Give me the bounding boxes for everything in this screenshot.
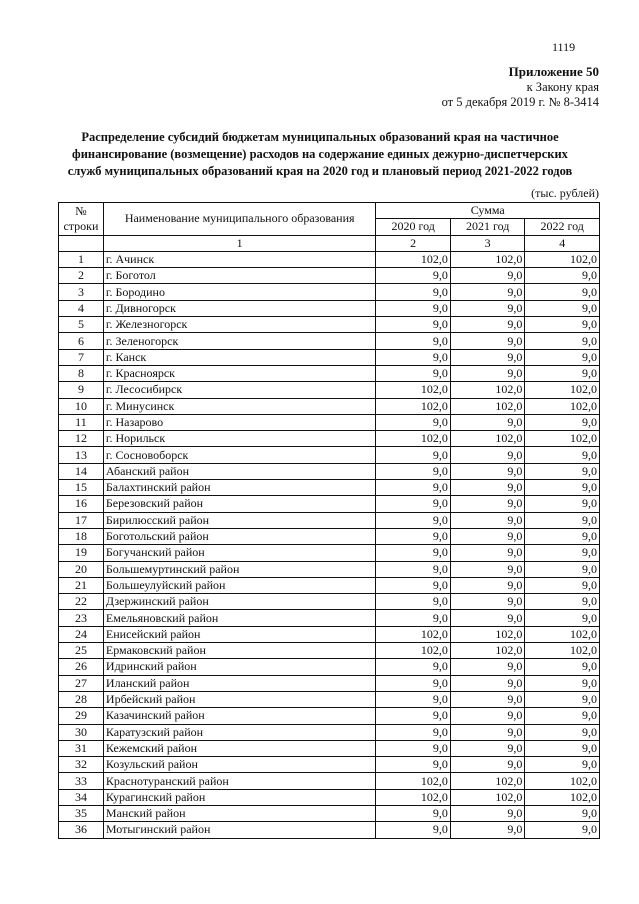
value-2020: 9,0	[376, 365, 451, 381]
value-2021: 102,0	[450, 431, 525, 447]
municipality-name: Козульский район	[103, 757, 376, 773]
value-2022: 9,0	[525, 414, 600, 430]
municipality-name: Идринский район	[103, 659, 376, 675]
row-number: 30	[59, 724, 104, 740]
municipality-name: Дзержинский район	[103, 594, 376, 610]
table-row	[59, 512, 600, 528]
value-2021: 9,0	[450, 268, 525, 284]
table-row	[59, 561, 600, 577]
value-2020: 9,0	[376, 333, 451, 349]
table-row	[59, 708, 600, 724]
municipality-name: Большемуртинский район	[103, 561, 376, 577]
document-title	[40, 129, 600, 180]
value-2021: 9,0	[450, 659, 525, 675]
header-sum: Сумма	[376, 203, 600, 219]
value-2020: 9,0	[376, 659, 451, 675]
value-2022: 102,0	[525, 398, 600, 414]
value-2020: 9,0	[376, 675, 451, 691]
municipality-name: Балахтинский район	[103, 480, 376, 496]
value-2020: 9,0	[376, 414, 451, 430]
row-number: 35	[59, 805, 104, 821]
row-number: 32	[59, 757, 104, 773]
table-row	[59, 594, 600, 610]
row-number: 34	[59, 789, 104, 805]
row-number: 7	[59, 349, 104, 365]
municipality-name: г. Норильск	[103, 431, 376, 447]
row-number: 11	[59, 414, 104, 430]
row-number: 16	[59, 496, 104, 512]
column-index: 3	[450, 235, 525, 251]
row-number: 27	[59, 675, 104, 691]
title-line-1: Распределение субсидий бюджетам муниципальных образований края на частичное	[81, 130, 559, 144]
row-number: 26	[59, 659, 104, 675]
value-2021: 9,0	[450, 610, 525, 626]
value-2022: 9,0	[525, 805, 600, 821]
value-2022: 9,0	[525, 577, 600, 593]
value-2021: 102,0	[450, 626, 525, 642]
value-2020: 9,0	[376, 561, 451, 577]
value-2020: 102,0	[376, 251, 451, 267]
table-row	[59, 626, 600, 642]
table-row	[59, 398, 600, 414]
municipality-name: г. Сосновоборск	[103, 447, 376, 463]
value-2022: 9,0	[525, 333, 600, 349]
row-number: 33	[59, 773, 104, 789]
value-2020: 9,0	[376, 496, 451, 512]
column-index: 2	[376, 235, 451, 251]
municipality-name: г. Бородино	[103, 284, 376, 300]
municipality-name: Мотыгинский район	[103, 822, 376, 838]
row-number: 36	[59, 822, 104, 838]
value-2020: 102,0	[376, 643, 451, 659]
value-2022: 9,0	[525, 317, 600, 333]
row-number: 24	[59, 626, 104, 642]
value-2021: 9,0	[450, 577, 525, 593]
value-2021: 9,0	[450, 675, 525, 691]
row-number: 21	[59, 577, 104, 593]
value-2020: 9,0	[376, 480, 451, 496]
table-row	[59, 528, 600, 544]
value-2020: 9,0	[376, 822, 451, 838]
subsidy-table	[58, 202, 600, 839]
value-2021: 9,0	[450, 284, 525, 300]
row-number: 15	[59, 480, 104, 496]
row-number: 19	[59, 545, 104, 561]
municipality-name: г. Зеленогорск	[103, 333, 376, 349]
value-2022: 9,0	[525, 365, 600, 381]
table-row	[59, 724, 600, 740]
appendix-title: Приложение 50	[508, 64, 599, 79]
municipality-name: г. Ачинск	[103, 251, 376, 267]
value-2020: 9,0	[376, 512, 451, 528]
title-line-3: служб муниципальных образований края на 2020 год и плановый период 2021-2022 годов	[67, 164, 573, 178]
value-2020: 9,0	[376, 577, 451, 593]
municipality-name: Краснотуранский район	[103, 773, 376, 789]
row-number: 4	[59, 300, 104, 316]
value-2022: 102,0	[525, 431, 600, 447]
index-empty-cell	[59, 235, 104, 251]
value-2020: 102,0	[376, 431, 451, 447]
value-2022: 9,0	[525, 349, 600, 365]
value-2021: 9,0	[450, 333, 525, 349]
value-2021: 9,0	[450, 757, 525, 773]
value-2022: 9,0	[525, 822, 600, 838]
value-2021: 9,0	[450, 512, 525, 528]
value-2020: 102,0	[376, 382, 451, 398]
value-2020: 9,0	[376, 594, 451, 610]
value-2021: 9,0	[450, 561, 525, 577]
value-2022: 9,0	[525, 268, 600, 284]
table-row	[59, 773, 600, 789]
row-number: 18	[59, 528, 104, 544]
row-number: 20	[59, 561, 104, 577]
table-header	[59, 203, 600, 252]
municipality-name: г. Назарово	[103, 414, 376, 430]
municipality-name: г. Красноярск	[103, 365, 376, 381]
table-row	[59, 577, 600, 593]
municipality-name: г. Железногорск	[103, 317, 376, 333]
value-2021: 9,0	[450, 594, 525, 610]
table-row	[59, 463, 600, 479]
municipality-name: Енисейский район	[103, 626, 376, 642]
value-2022: 9,0	[525, 528, 600, 544]
value-2021: 102,0	[450, 251, 525, 267]
table-row	[59, 789, 600, 805]
column-index: 1	[103, 235, 376, 251]
value-2022: 9,0	[525, 545, 600, 561]
value-2020: 9,0	[376, 528, 451, 544]
header-no-symbol: №	[75, 203, 87, 218]
value-2021: 9,0	[450, 496, 525, 512]
row-number: 23	[59, 610, 104, 626]
value-2021: 9,0	[450, 740, 525, 756]
value-2021: 9,0	[450, 480, 525, 496]
value-2020: 9,0	[376, 268, 451, 284]
value-2021: 102,0	[450, 773, 525, 789]
value-2020: 9,0	[376, 691, 451, 707]
header-year-2020: 2020 год	[376, 219, 451, 235]
municipality-name: Кежемский район	[103, 740, 376, 756]
title-line-2: финансирование (возмещение) расходов на содержание единых дежурно-диспетчерских	[72, 147, 568, 161]
row-number: 25	[59, 643, 104, 659]
appendix-date-ref: от 5 декабря 2019 г. № 8-3414	[441, 95, 599, 109]
value-2022: 9,0	[525, 300, 600, 316]
municipality-name: Казачинский район	[103, 708, 376, 724]
header-no-word: строки	[63, 218, 99, 233]
municipality-name: Богучанский район	[103, 545, 376, 561]
table-row	[59, 740, 600, 756]
value-2020: 9,0	[376, 300, 451, 316]
value-2021: 102,0	[450, 789, 525, 805]
row-number: 29	[59, 708, 104, 724]
value-2022: 9,0	[525, 740, 600, 756]
header-name: Наименование муниципального образования	[103, 203, 376, 236]
table-row	[59, 757, 600, 773]
appendix-law-ref: к Закону края	[526, 79, 599, 94]
municipality-name: г. Канск	[103, 349, 376, 365]
municipality-name: Березовский район	[103, 496, 376, 512]
value-2020: 9,0	[376, 463, 451, 479]
value-2020: 9,0	[376, 284, 451, 300]
value-2020: 102,0	[376, 789, 451, 805]
header-year-2021: 2021 год	[450, 219, 525, 235]
value-2021: 9,0	[450, 805, 525, 821]
municipality-name: Большеулуйский район	[103, 577, 376, 593]
municipality-name: г. Минусинск	[103, 398, 376, 414]
value-2022: 102,0	[525, 789, 600, 805]
value-2020: 9,0	[376, 805, 451, 821]
value-2020: 9,0	[376, 349, 451, 365]
value-2022: 9,0	[525, 496, 600, 512]
table-row	[59, 365, 600, 381]
value-2021: 9,0	[450, 708, 525, 724]
table-row	[59, 300, 600, 316]
header-year-2022: 2022 год	[525, 219, 600, 235]
value-2021: 9,0	[450, 414, 525, 430]
table-row	[59, 349, 600, 365]
table-row	[59, 251, 600, 267]
value-2022: 9,0	[525, 594, 600, 610]
municipality-name: Манский район	[103, 805, 376, 821]
row-number: 28	[59, 691, 104, 707]
table-row	[59, 333, 600, 349]
value-2021: 9,0	[450, 463, 525, 479]
municipality-name: Емельяновский район	[103, 610, 376, 626]
municipality-name: Ермаковский район	[103, 643, 376, 659]
value-2022: 9,0	[525, 724, 600, 740]
value-2020: 9,0	[376, 317, 451, 333]
header-row-number	[59, 203, 104, 236]
row-number: 22	[59, 594, 104, 610]
table-row	[59, 822, 600, 838]
row-number: 17	[59, 512, 104, 528]
value-2020: 9,0	[376, 447, 451, 463]
value-2022: 102,0	[525, 382, 600, 398]
row-number: 5	[59, 317, 104, 333]
value-2022: 9,0	[525, 708, 600, 724]
table-row	[59, 545, 600, 561]
table-row	[59, 805, 600, 821]
municipality-name: Абанский район	[103, 463, 376, 479]
table-row	[59, 480, 600, 496]
value-2021: 102,0	[450, 398, 525, 414]
value-2022: 102,0	[525, 643, 600, 659]
value-2022: 9,0	[525, 561, 600, 577]
table-row	[59, 659, 600, 675]
row-number: 2	[59, 268, 104, 284]
value-2022: 9,0	[525, 757, 600, 773]
table-row	[59, 268, 600, 284]
column-index-row	[59, 235, 600, 251]
value-2020: 9,0	[376, 740, 451, 756]
page-number: 1119	[552, 40, 576, 54]
value-2022: 9,0	[525, 691, 600, 707]
value-2022: 9,0	[525, 659, 600, 675]
value-2022: 9,0	[525, 610, 600, 626]
municipality-name: Иланский район	[103, 675, 376, 691]
municipality-name: г. Дивногорск	[103, 300, 376, 316]
value-2021: 9,0	[450, 724, 525, 740]
row-number: 3	[59, 284, 104, 300]
table-body	[59, 251, 600, 838]
value-2020: 102,0	[376, 773, 451, 789]
row-number: 9	[59, 382, 104, 398]
table-row	[59, 414, 600, 430]
value-2021: 9,0	[450, 447, 525, 463]
value-2021: 9,0	[450, 317, 525, 333]
municipality-name: Ирбейский район	[103, 691, 376, 707]
value-2020: 102,0	[376, 398, 451, 414]
municipality-name: Курагинский район	[103, 789, 376, 805]
row-number: 14	[59, 463, 104, 479]
municipality-name: Бирилюсский район	[103, 512, 376, 528]
value-2022: 102,0	[525, 626, 600, 642]
table-row	[59, 643, 600, 659]
value-2022: 9,0	[525, 284, 600, 300]
value-2020: 9,0	[376, 757, 451, 773]
value-2022: 9,0	[525, 463, 600, 479]
table-row	[59, 496, 600, 512]
value-2021: 9,0	[450, 300, 525, 316]
row-number: 31	[59, 740, 104, 756]
value-2021: 9,0	[450, 528, 525, 544]
row-number: 8	[59, 365, 104, 381]
column-index: 4	[525, 235, 600, 251]
table-row	[59, 447, 600, 463]
units-label: (тыс. рублей)	[531, 186, 599, 200]
table-row	[59, 675, 600, 691]
value-2021: 9,0	[450, 545, 525, 561]
municipality-name: г. Лесосибирск	[103, 382, 376, 398]
table-row	[59, 431, 600, 447]
value-2022: 102,0	[525, 251, 600, 267]
value-2020: 9,0	[376, 545, 451, 561]
value-2022: 9,0	[525, 675, 600, 691]
value-2021: 9,0	[450, 691, 525, 707]
value-2021: 9,0	[450, 365, 525, 381]
table-row	[59, 382, 600, 398]
value-2022: 9,0	[525, 447, 600, 463]
value-2020: 9,0	[376, 724, 451, 740]
table-row	[59, 610, 600, 626]
value-2022: 9,0	[525, 512, 600, 528]
value-2021: 9,0	[450, 822, 525, 838]
appendix-block	[442, 64, 599, 111]
row-number: 13	[59, 447, 104, 463]
value-2020: 102,0	[376, 626, 451, 642]
value-2022: 9,0	[525, 480, 600, 496]
municipality-name: Боготольский район	[103, 528, 376, 544]
table-row	[59, 317, 600, 333]
table-row	[59, 284, 600, 300]
row-number: 10	[59, 398, 104, 414]
value-2022: 102,0	[525, 773, 600, 789]
value-2021: 9,0	[450, 349, 525, 365]
value-2020: 9,0	[376, 708, 451, 724]
municipality-name: г. Боготол	[103, 268, 376, 284]
municipality-name: Каратузский район	[103, 724, 376, 740]
table-row	[59, 691, 600, 707]
row-number: 1	[59, 251, 104, 267]
value-2021: 102,0	[450, 382, 525, 398]
row-number: 12	[59, 431, 104, 447]
value-2021: 102,0	[450, 643, 525, 659]
row-number: 6	[59, 333, 104, 349]
value-2020: 9,0	[376, 610, 451, 626]
